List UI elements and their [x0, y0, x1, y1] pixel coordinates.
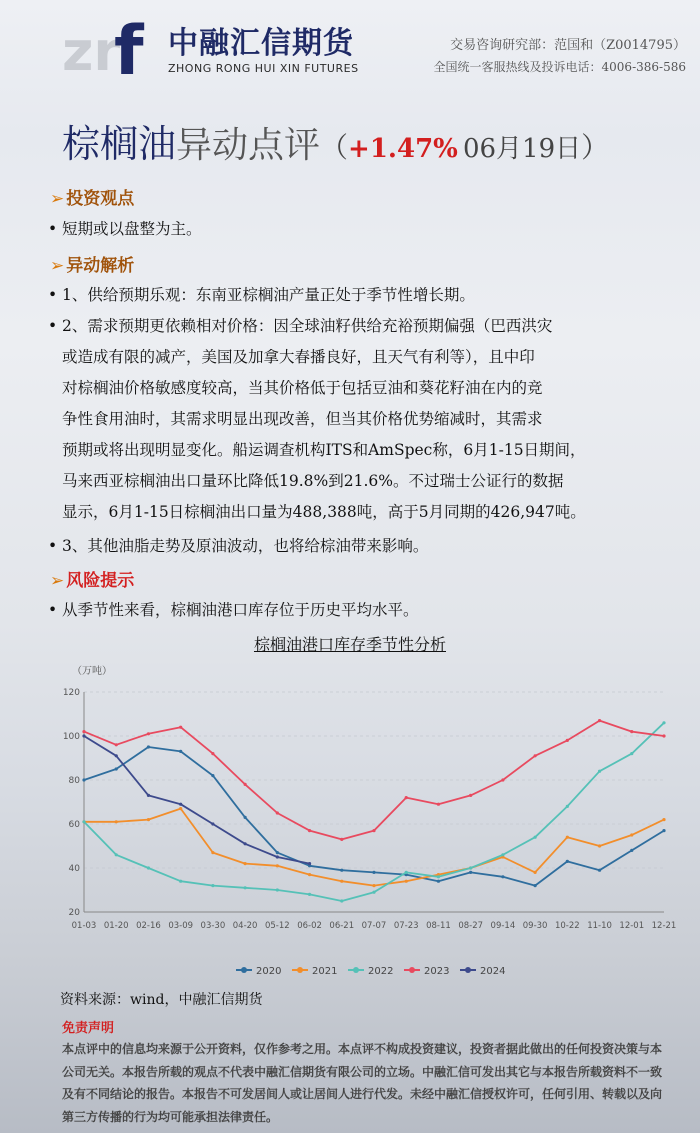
data-point-2022 [630, 752, 633, 755]
arrow-marker-icon: ➢ [50, 571, 65, 591]
data-point-2021 [147, 818, 150, 821]
section-title-risk: ➢ 风险提示 [50, 571, 135, 591]
data-point-2020 [147, 745, 150, 748]
analysis-point-3: • 3、其他油脂走势及原油波动，也将给棕油带来影响。 [48, 531, 668, 562]
data-point-2022 [340, 899, 343, 902]
data-point-2021 [662, 818, 665, 821]
bullet-icon: • [48, 317, 58, 335]
data-point-2020 [469, 871, 472, 874]
data-point-2024 [276, 855, 279, 858]
data-point-2020 [501, 875, 504, 878]
data-point-2020 [211, 774, 214, 777]
data-point-2021 [598, 844, 601, 847]
data-point-2024 [308, 862, 311, 865]
series-line-2024 [84, 736, 310, 864]
data-point-2023 [372, 829, 375, 832]
legend-label-2023: 2023 [424, 966, 450, 977]
series-line-2020 [84, 747, 664, 886]
x-tick-label: 09-30 [522, 921, 548, 931]
data-point-2022 [211, 884, 214, 887]
analysis-point-1: • 1、供给预期乐观：东南亚棕榈油产量正处于季节性增长期。 [48, 280, 668, 311]
x-tick-label: 02-16 [136, 921, 161, 931]
x-tick-label: 03-09 [168, 921, 194, 931]
data-point-2023 [534, 754, 537, 757]
data-point-2021 [308, 873, 311, 876]
data-point-2023 [662, 734, 665, 737]
data-point-2024 [179, 803, 182, 806]
contact-hotline: 全国统一客服热线及投诉电话：4006-386-586 [433, 60, 686, 74]
data-point-2020 [437, 880, 440, 883]
legend-marker-2024 [465, 967, 471, 973]
data-point-2020 [244, 816, 247, 819]
data-point-2022 [662, 721, 665, 724]
x-tick-label: 03-30 [200, 921, 226, 931]
y-tick-label: 20 [68, 908, 80, 918]
data-point-2021 [372, 884, 375, 887]
data-point-2022 [244, 886, 247, 889]
data-point-2020 [340, 869, 343, 872]
data-point-2023 [211, 752, 214, 755]
data-point-2022 [566, 805, 569, 808]
data-point-2023 [437, 803, 440, 806]
data-point-2022 [598, 770, 601, 773]
data-point-2020 [372, 871, 375, 874]
data-point-2022 [308, 893, 311, 896]
data-point-2024 [147, 794, 150, 797]
y-tick-label: 100 [62, 732, 80, 742]
data-point-2023 [308, 829, 311, 832]
disclaimer-text: 本点评中的信息均来源于公开资料，仅作参考之用。本点评不构成投资建议，投资者据此做出的任何投资决策与本公司无关。本报告所载的观点不代表中融汇信期货有限公司的立场。中融汇信可发出其它与本报告所载资料不一致及有不同结论的报告。本报告不可发居间人或让居间人进行代发。未经中融汇信授权许可，任何引用、转载以及向第三方传播的行为均可能承担法律责任。 [62, 1042, 663, 1124]
data-point-2020 [534, 884, 537, 887]
analysis-point-2: • 2、需求预期更依赖相对价格：因全球油籽供给充裕预期偏强（巴西洪灾 或造成有限的减产，美国及加拿大春播良好，且天气有利等），且中印 对棕榈油价格敏感度较高，当其价格低于包括豆油和葵花籽油在内的竞 争性食用油时，其需求明显出现改善，但当其价格优势缩减时，其需求 预期或将出现明显变化。船运调查机构ITS和AmSpec称，6月1-15日期间， 马来西亚棕榈油出口量环比降低19.8%到21.6%。不过瑞士公证行的数据 显示，6月1-15日棕榈油出口量为488,388吨，高于5月同期的426,947吨。 [48, 311, 668, 528]
section-title-view: ➢ 投资观点 [50, 189, 135, 209]
x-tick-label: 10-22 [554, 921, 580, 931]
x-tick-label: 06-21 [329, 921, 355, 931]
data-point-2020 [179, 750, 182, 753]
data-point-2023 [82, 730, 85, 733]
legend-marker-2021 [297, 967, 303, 973]
data-point-2020 [82, 778, 85, 781]
x-tick-label: 07-23 [393, 921, 419, 931]
x-tick-label: 01-20 [103, 921, 129, 931]
x-tick-label: 08-11 [426, 921, 451, 931]
x-tick-label: 08-27 [458, 921, 484, 931]
y-tick-label: 80 [68, 776, 80, 786]
x-tick-label: 12-01 [619, 921, 645, 931]
data-point-2022 [179, 880, 182, 883]
svg-text:zr: zr [62, 20, 121, 78]
x-tick-label: 05-12 [264, 921, 290, 931]
data-point-2024 [115, 754, 118, 757]
data-point-2024 [211, 822, 214, 825]
data-point-2023 [179, 726, 182, 729]
y-tick-label: 60 [68, 820, 80, 830]
data-point-2021 [276, 864, 279, 867]
company-name-cn: 中融汇信期货 [168, 26, 354, 61]
data-point-2023 [244, 783, 247, 786]
svg-text:f: f [114, 18, 144, 78]
view-paragraph: • 短期或以盘整为主。 [48, 214, 668, 245]
x-tick-label: 07-07 [361, 921, 387, 931]
legend-label-2020: 2020 [256, 966, 282, 977]
x-tick-label: 06-02 [297, 921, 322, 931]
data-point-2022 [469, 866, 472, 869]
data-point-2022 [372, 891, 375, 894]
bullet-icon: • [48, 286, 58, 304]
data-point-2021 [630, 833, 633, 836]
price-change: +1.47% [348, 134, 458, 164]
data-point-2020 [630, 849, 633, 852]
data-point-2021 [115, 820, 118, 823]
disclaimer-title: 免责声明 [62, 1021, 115, 1036]
y-tick-label: 120 [62, 688, 80, 698]
risk-paragraph: • 从季节性来看，棕榈油港口库存位于历史平均水平。 [48, 595, 668, 626]
data-point-2023 [469, 794, 472, 797]
bullet-icon: • [48, 601, 58, 619]
title-commodity: 棕榈油 [62, 122, 177, 166]
data-point-2022 [147, 866, 150, 869]
arrow-marker-icon: ➢ [50, 256, 65, 276]
data-point-2022 [276, 888, 279, 891]
data-point-2020 [662, 829, 665, 832]
data-point-2020 [115, 767, 118, 770]
contact-analyst: 交易咨询研究部：范国和（Z0014795） [450, 38, 686, 53]
legend-label-2024: 2024 [480, 966, 506, 977]
title-close-paren: ） [581, 131, 610, 164]
bullet-icon: • [48, 537, 58, 555]
x-tick-label: 12-21 [651, 921, 677, 931]
data-point-2021 [534, 871, 537, 874]
data-point-2021 [340, 880, 343, 883]
data-point-2023 [147, 732, 150, 735]
data-point-2021 [211, 851, 214, 854]
data-point-2021 [179, 807, 182, 810]
data-point-2022 [115, 853, 118, 856]
data-point-2022 [82, 820, 85, 823]
data-point-2023 [405, 796, 408, 799]
arrow-marker-icon: ➢ [50, 189, 65, 209]
legend-label-2021: 2021 [312, 966, 338, 977]
company-name-en: ZHONG RONG HUI XIN FUTURES [168, 62, 359, 75]
y-unit-label: （万吨） [72, 666, 112, 677]
data-point-2023 [598, 719, 601, 722]
data-point-2024 [244, 842, 247, 845]
x-tick-label: 01-03 [71, 921, 97, 931]
company-logo-icon [62, 18, 152, 78]
data-point-2023 [276, 811, 279, 814]
data-point-2024 [82, 734, 85, 737]
data-point-2022 [405, 871, 408, 874]
data-point-2020 [598, 869, 601, 872]
x-tick-label: 11-10 [587, 921, 612, 931]
data-point-2023 [501, 778, 504, 781]
header [0, 0, 700, 96]
data-point-2023 [340, 838, 343, 841]
legend-marker-2023 [409, 967, 415, 973]
chart-title: 棕榈油港口库存季节性分析 [253, 635, 446, 654]
x-tick-label: 09-14 [490, 921, 516, 931]
y-tick-label: 40 [68, 864, 80, 874]
x-tick-label: 04-20 [232, 921, 258, 931]
data-point-2022 [437, 875, 440, 878]
report-date: 06月19日 [462, 134, 582, 164]
data-point-2023 [630, 730, 633, 733]
series-line-2021 [84, 809, 664, 886]
page-title [62, 113, 609, 168]
data-point-2020 [276, 851, 279, 854]
title-open-paren: （ [320, 131, 349, 164]
data-point-2021 [405, 880, 408, 883]
legend-label-2022: 2022 [368, 966, 394, 977]
data-point-2022 [501, 853, 504, 856]
legend-marker-2022 [353, 967, 359, 973]
bullet-icon: • [48, 220, 58, 238]
data-point-2021 [244, 862, 247, 865]
title-subject: 异动点评 [176, 125, 321, 166]
section-title-analysis: ➢ 异动解析 [50, 256, 135, 276]
data-point-2022 [534, 836, 537, 839]
data-point-2021 [566, 836, 569, 839]
data-source: 资料来源：wind，中融汇信期货 [60, 992, 263, 1008]
data-point-2023 [566, 739, 569, 742]
legend-marker-2020 [241, 967, 247, 973]
inventory-seasonal-chart [60, 658, 680, 988]
data-point-2020 [566, 860, 569, 863]
data-point-2023 [115, 743, 118, 746]
